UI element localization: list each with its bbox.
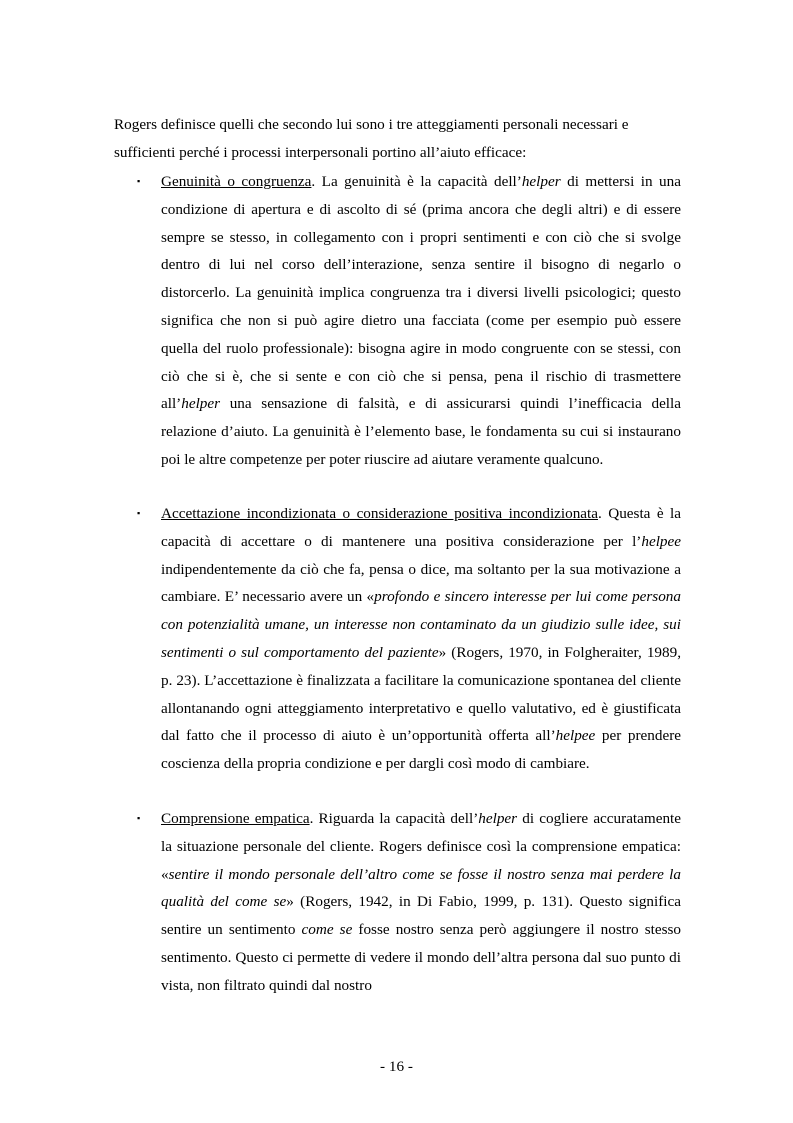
item-quote: sentire il mondo personale dell’altro come se fosse il nostro senza mai perdere la qualità del come se — [161, 865, 681, 911]
bullet-icon: ▪ — [137, 813, 141, 823]
item-text: . La genuinità è la capacità dell’ — [311, 173, 522, 190]
list-item-genuinita — [161, 168, 681, 474]
page-number: - 16 - — [380, 1058, 413, 1075]
item-emphasis: come se — [301, 921, 353, 939]
bullet-icon: ▪ — [137, 508, 141, 518]
item-title: Genuinità o congruenza — [161, 173, 312, 190]
list-item-comprensione — [161, 805, 681, 1000]
item-text: . Riguarda la capacità dell’ — [309, 810, 479, 827]
item-text: indipendentemente da ciò che fa, pensa o dice, ma soltanto per la sua motivazione a cambiare. E’ necessario avere un « — [161, 560, 681, 606]
item-text: . Questa è la capacità di accettare o di mantenere una positiva considerazione per l’ — [161, 505, 681, 550]
item-text: » (Rogers, 1970, in Folgheraiter, 1989, p. 23). L’accettazione è finalizzata a facilitare la comunicazione spontanea del cliente allontanando ogni atteggiamento interpretativo e quello valutativo, ed è giustificata dal fatto che il processo di aiuto è un’opportunità offerta all’ — [161, 643, 681, 745]
item-emphasis: helper — [478, 810, 518, 827]
item-text: fosse nostro senza però aggiungere il nostro stesso sentimento. Questo ci permette di vedere il mondo dell’altra persona dal suo punto di vista, non filtrato quindi dal nostro — [161, 921, 681, 994]
item-text: di cogliere accuratamente la situazione personale del cliente. Rogers definisce così la comprensione empatica: « — [161, 810, 681, 883]
item-text: una sensazione di falsità, e di assicurarsi quindi l’inefficacia della relazione d’aiuto. La genuinità è l’elemento base, le fondamenta su cui si instaurano poi le altre competenze per poter riuscire ad aiutare veramente qualcuno. — [161, 395, 681, 468]
item-quote: profondo e sincero interesse per lui come persona con potenzialità umane, un interesse non contaminato da un giudizio sulle idee, sui sentimenti o sul comportamento del paziente — [161, 588, 681, 661]
list-item-accettazione — [161, 500, 681, 778]
item-text: per prendere coscienza della propria condizione e per dargli così modo di cambiare. — [161, 727, 681, 773]
item-emphasis: helpee — [641, 532, 681, 550]
item-emphasis: helpee — [555, 727, 596, 745]
intro-paragraph: Rogers definisce quelli che secondo lui sono i tre atteggiamenti personali necessari e sufficienti perché i processi interpersonali portino all’aiuto efficace: — [114, 116, 629, 161]
bullet-icon: ▪ — [137, 176, 141, 186]
item-text: » (Rogers, 1942, in Di Fabio, 1999, p. 131). Questo significa sentire un sentimento — [161, 893, 681, 939]
item-text: di mettersi in una condizione di apertura e di ascolto di sé (prima ancora che degli altri) e di essere sempre se stesso, in collegamento con i propri sentimenti e con ciò che si svolge dentro di lui nel corso dell’interazione, senza sentire il bisogno di negarlo o distorcerlo. La genuinità implica congruenza tra i diversi livelli psicologici; questo significa che non si può agire dietro una facciata (come per esempio può essere quella del ruolo professionale): bisogna agire in modo congruente con se stessi, con ciò che si è, che si sente e con ciò che si pensa, pena il rischio di trasmettere all’ — [161, 173, 681, 413]
item-title: Comprensione empatica — [161, 810, 310, 827]
item-emphasis: helper — [181, 395, 221, 413]
item-emphasis: helper — [521, 173, 561, 190]
item-title: Accettazione incondizionata o considerazione positiva incondizionata — [161, 505, 599, 522]
